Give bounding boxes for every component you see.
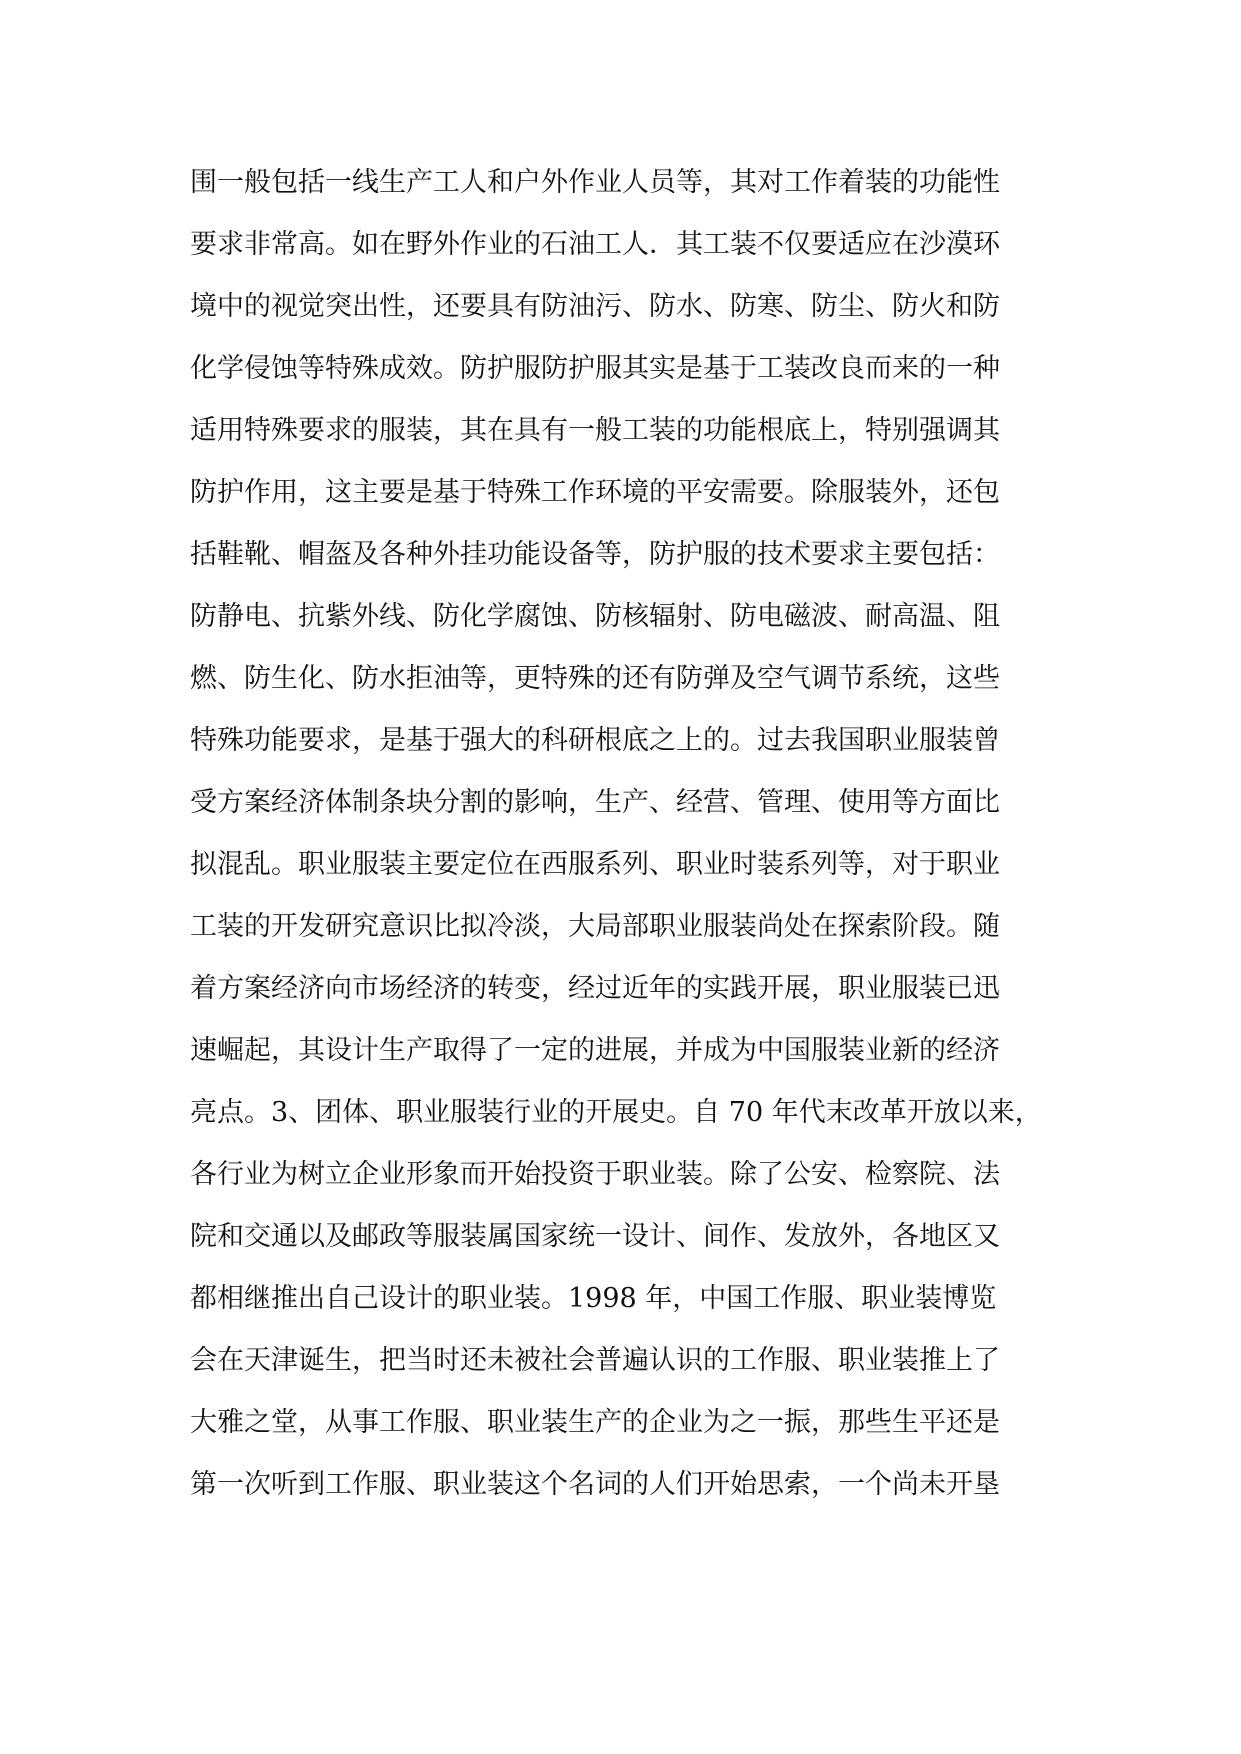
text-line: 受方案经济体制条块分割的影响，生产、经营、管理、使用等方面比 xyxy=(190,787,1000,818)
text-line: 括鞋靴、帽盔及各种外挂功能设备等，防护服的技术要求主要包括： xyxy=(190,539,1000,570)
text-line: 燃、防生化、防水拒油等，更特殊的还有防弹及空气调节系统，这些 xyxy=(190,663,1000,694)
text-line: 境中的视觉突出性，还要具有防油污、防水、防寒、防尘、防火和防 xyxy=(190,291,1000,322)
text-line: 化学侵蚀等特殊成效。防护服防护服其实是基于工装改良而来的一种 xyxy=(190,353,1000,384)
text-line: 大雅之堂，从事工作服、职业装生产的企业为之一振，那些生平还是 xyxy=(190,1407,1000,1438)
text-line: 亮点。3、团体、职业服装行业的开展史。自 70 年代末改革开放以来， xyxy=(190,1097,1042,1128)
text-line: 着方案经济向市场经济的转变，经过近年的实践开展，职业服装已迅 xyxy=(190,973,1000,1004)
text-line: 各行业为树立企业形象而开始投资于职业装。除了公安、检察院、法 xyxy=(190,1159,1000,1190)
text-line: 适用特殊要求的服装，其在具有一般工装的功能根底上，特别强调其 xyxy=(190,415,1000,446)
text-line: 拟混乱。职业服装主要定位在西服系列、职业时装系列等，对于职业 xyxy=(190,849,1000,880)
text-line: 速崛起，其设计生产取得了一定的进展，并成为中国服装业新的经济 xyxy=(190,1035,1000,1066)
text-line: 会在天津诞生，把当时还未被社会普遍认识的工作服、职业装推上了 xyxy=(190,1345,1000,1376)
text-line: 围一般包括一线生产工人和户外作业人员等，其对工作着装的功能性 xyxy=(190,167,1000,198)
body-paragraph xyxy=(190,152,1070,1516)
text-line: 要求非常高。如在野外作业的石油工人．其工装不仅要适应在沙漠环 xyxy=(190,229,1000,260)
text-line: 都相继推出自己设计的职业装。1998 年，中国工作服、职业装博览 xyxy=(190,1283,997,1314)
text-line: 特殊功能要求，是基于强大的科研根底之上的。过去我国职业服装曾 xyxy=(190,725,1000,756)
text-line: 院和交通以及邮政等服装属国家统一设计、间作、发放外，各地区又 xyxy=(190,1221,1000,1252)
text-line: 防静电、抗紫外线、防化学腐蚀、防核辐射、防电磁波、耐高温、阻 xyxy=(190,601,1000,632)
text-line: 第一次听到工作服、职业装这个名词的人们开始思索，一个尚未开垦 xyxy=(190,1469,1000,1500)
text-line: 工装的开发研究意识比拟冷淡，大局部职业服装尚处在探索阶段。随 xyxy=(190,911,1000,942)
text-line: 防护作用，这主要是基于特殊工作环境的平安需要。除服装外，还包 xyxy=(190,477,1000,508)
